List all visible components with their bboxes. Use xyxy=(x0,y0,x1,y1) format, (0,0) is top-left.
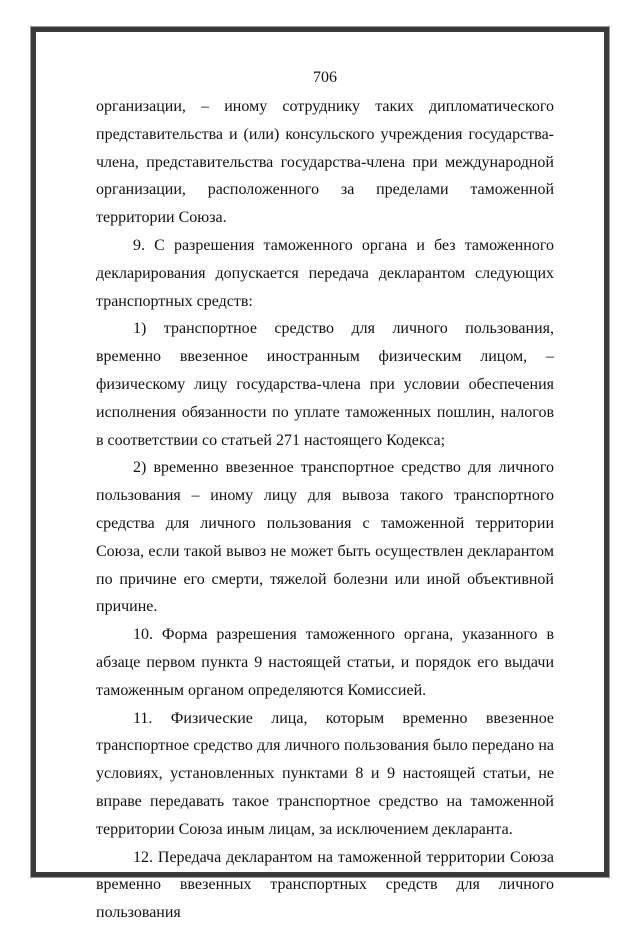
paragraph-item-10: 10. Форма разрешения таможенного органа, указанного в абзаце первом пункта 9 настоящей статьи, и порядок его выдачи таможенным органом определяются Комиссией. xyxy=(96,626,554,699)
page-number: 706 xyxy=(313,69,337,86)
document-page xyxy=(96,60,554,922)
paragraph-item-12: 12. Передача декларантом на таможенной территории Союза временно ввезенных транспортных средств для личного пользования xyxy=(96,848,554,922)
page-frame xyxy=(31,27,609,922)
paragraph-item-11: 11. Физические лица, которым временно ввезенное транспортное средство для личного пользования было передано на условиях, установленных пунктами 8 и 9 настоящей статьи, не вправе передавать такое транспортное средство на таможенной территории Союза иным лицам, за исключением декларанта. xyxy=(96,709,554,838)
paragraph-subitem-1: 1) транспортное средство для личного пользования, временно ввезенное иностранным физическим лицом, – физическому лицу государства-члена при условии обеспечения исполнения обязанности по уплате таможенных пошлин, налогов в соответствии со статьей 271 настоящего Кодекса; xyxy=(96,320,554,449)
paragraph-continuation: организации, – иному сотруднику таких дипломатического представительства и (или) консульского учреждения государства-члена, представительства государства-члена при международной организации, расположенного за пределами таможенной территории Союза. xyxy=(96,98,554,227)
paragraph-item-9: 9. С разрешения таможенного органа и без таможенного декларирования допускается передача декларантом следующих транспортных средств: xyxy=(96,236,554,310)
paragraph-subitem-2: 2) временно ввезенное транспортное средство для личного пользования – иному лицу для вывоза такого транспортного средства для личного пользования с таможенной территории Союза, если такой вывоз не может быть осуществлен декларантом по причине его смерти, тяжелой болезни или иной объективной причине. xyxy=(96,459,554,616)
